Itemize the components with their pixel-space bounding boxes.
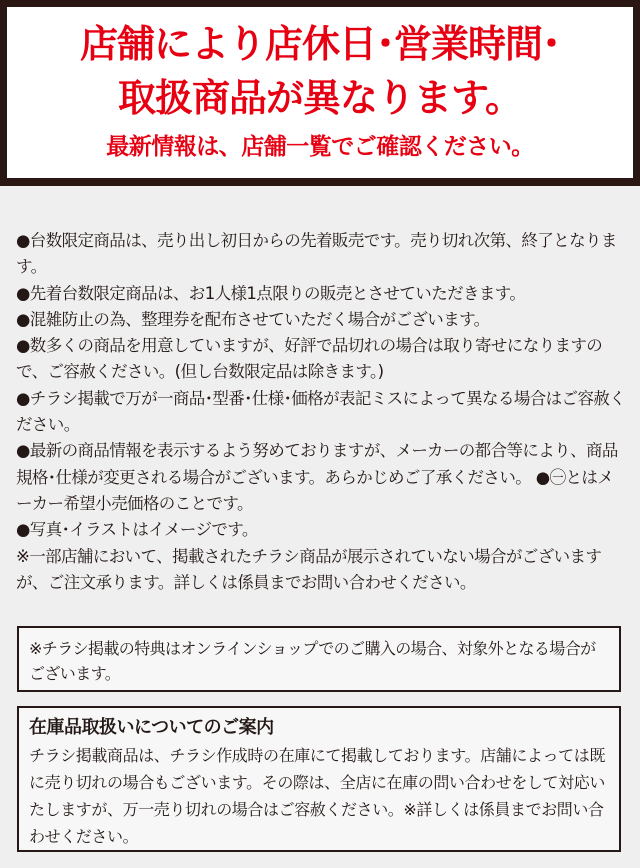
- notice-item: ●先着台数限定商品は、お1人様1点限りの販売とさせていただきます。: [16, 283, 526, 303]
- notice-item: ●数多くの商品を用意していますが、好評で品切れの場合は取り寄せになりますので、ご容赦ください。(但し台数限定品は除きます。): [16, 336, 603, 382]
- banner-inner: [7, 7, 633, 178]
- stock-info-box: [17, 706, 621, 852]
- banner-headline-2: 取扱商品が異なります。: [118, 76, 522, 120]
- stock-info-body: チラシ掲載商品は、チラシ作成時の在庫にて掲載しております。店舗によっては既に売り切れの場合もございます。その際は、全店に在庫の問い合わせをして対応いたしますが、万一売り切れの場合はご容赦ください。※詳しくは係員までお問い合わせください。: [29, 746, 605, 846]
- notice-item: ●最新の商品情報を表示するよう努めておりますが、メーカーの都合等により、商品規格･仕様が変更される場合がございます。あらかじめご了承ください。 ●㊀とはメーカー希望小売価格のことです。: [16, 441, 618, 513]
- notice-item: ※一部店舗において、掲載されたチラシ商品が展示されていない場合がございますが、ご注文承ります。詳しくは係員までお問い合わせください。: [16, 546, 602, 592]
- online-shop-notice-text: ※チラシ掲載の特典はオンラインショップでのご購入の場合、対象外となる場合がございます。: [29, 639, 596, 683]
- notice-item: ●混雑防止の為、整理券を配布させていただく場合がございます。: [16, 309, 490, 329]
- notice-item: ●チラシ掲載で万が一商品･型番･仕様･価格が表記ミスによって異なる場合はご容赦ください。: [16, 388, 626, 435]
- online-shop-notice-box: [17, 626, 621, 692]
- stock-info-title: 在庫品取扱いについてのご案内: [29, 717, 274, 738]
- store-info-banner: [0, 0, 640, 186]
- banner-subline: 最新情報は、店舗一覧でご確認ください。: [106, 134, 534, 160]
- notice-list: [16, 228, 628, 596]
- banner-headline-1: 店舗により店休日･営業時間･: [79, 22, 560, 66]
- notice-item: ●写真･イラストはイメージです。: [16, 520, 258, 540]
- notice-item: ●台数限定商品は、売り出し初日からの先着販売です。売り切れ次第、終了となります。: [16, 231, 617, 277]
